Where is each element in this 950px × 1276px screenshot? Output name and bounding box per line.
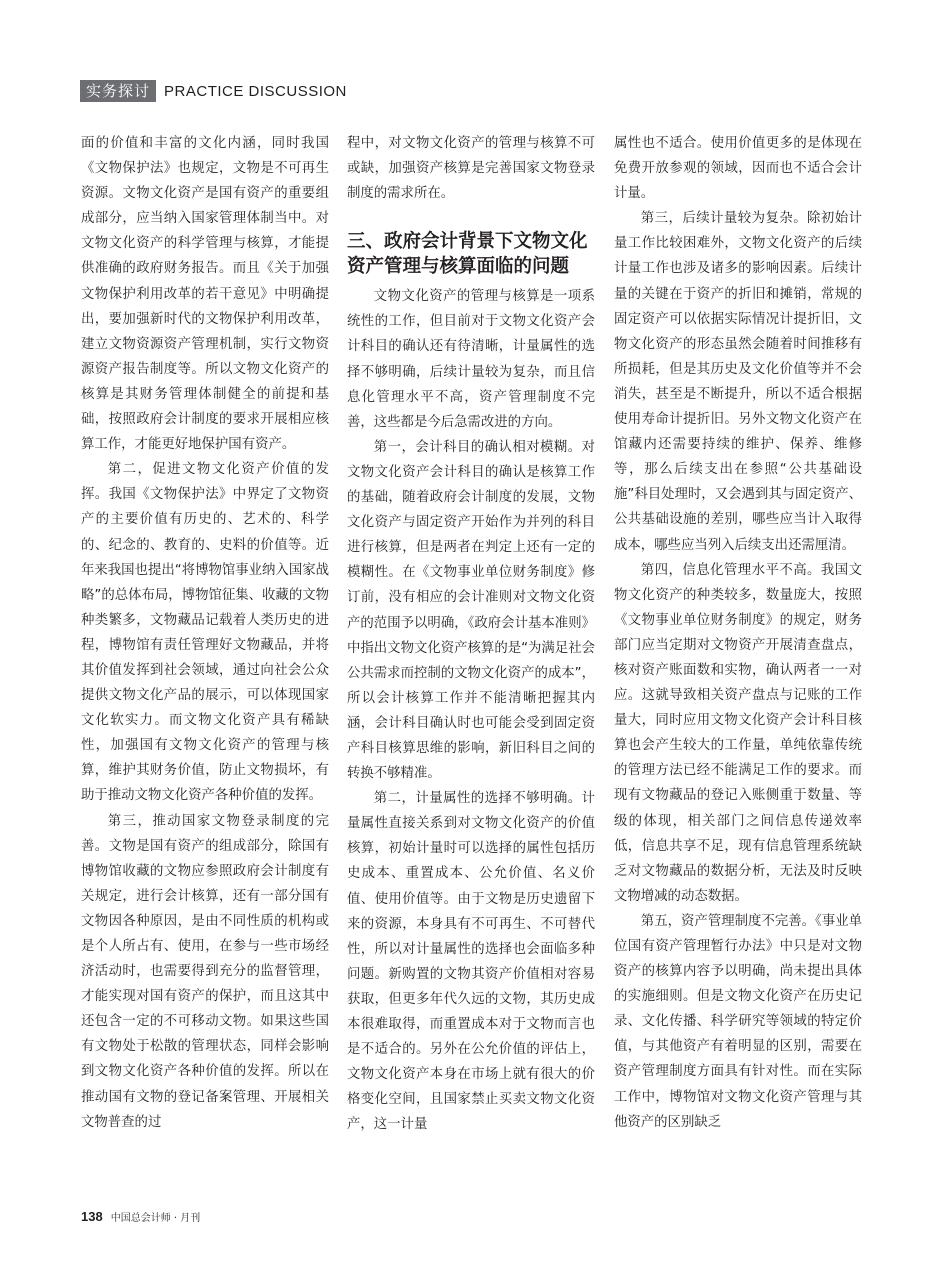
paragraph: 属性也不适合。使用价值更多的是体现在免费开放参观的领域，因而也不适合会计计量。 xyxy=(614,136,862,202)
paragraph: 第二，计量属性的选择不够明确。计量属性直接关系到对文物文化资产的价值核算，初始计量时可以选择的属性包括历史成本、重置成本、公允价值、名义价值、使用价值等。由于文物是历史遗留下来的资源，本身具有不可再生、不可替代性，所以对计量属性的选择也会面临多种问题。新购置的文物其资产价值相对容易获取，但更多年代久远的文物，其历史成本很难取得，而重置成本对于文物而言也是不适合的。另外在公允价值的评估上，文物文化资产本身在市场上就有很大的价格变化空间，且国家禁止买卖文物文化资产，这一计量 xyxy=(347,791,595,1133)
paragraph: 第四，信息化管理水平不高。我国文物文化资产的种类较多，数量庞大，按照《文物事业单位财务制度》的规定，财务部门应当定期对文物资产开展清查盘点，核对资产账面数和实物，确认两者一一对应。这就导致相关资产盘点与记账的工作量大，同时应用文物文化资产会计科目核算也会产生较大的工作量，单纯依靠传统的管理方法已经不能满足工作的要求。而现有文物藏品的登记入账侧重于数量、等级的体现，相关部门之间信息传递效率低，信息共享不足，现有信息管理系统缺乏对文物藏品的数据分析，无法及时反映文物增减的动态数据。 xyxy=(614,562,862,904)
paragraph: 第三，后续计量较为复杂。除初始计量工作比较困难外，文物文化资产的后续计量工作也涉及诸多的影响因素。后续计量的关键在于资产的折旧和摊销，常规的固定资产可以依据实际情况计提折旧，文物文化资产的形态虽然会随着时间推移有所损耗，但是其历史及文化价值等并不会消失，甚至是不断提升，所以不适合根据使用寿命计提折旧。另外文物文化资产在馆藏内还需要持续的维护、保养、维修等，那么后续支出在参照“公共基础设施”科目处理时，又会遇到其与固定资产、公共基础设施的差别，哪些应当计入取得成本，哪些应当列入后续支出还需厘清。 xyxy=(614,211,862,553)
page-number: 138 xyxy=(81,1209,103,1224)
page-footer xyxy=(81,1209,200,1224)
paragraph: 第一，会计科目的确认相对模糊。对文物文化资产会计科目的确认是核算工作的基础，随着政府会计制度的发展，文物文化资产与固定资产开始作为并列的科目进行核算，但是两者在判定上还有一定的模糊性。在《文物事业单位财务制度》修订前，没有相应的会计准则对文物文化资产的范围予以明确，《政府会计基本准则》中指出文物文化资产核算的是“为满足社会公共需求而控制的文物文化资产的成本”，所以会计核算工作并不能清晰把握其内涵，会计科目确认时也可能会受到固定资产科目核算思维的影响，新旧科目之间的转换不够精准。 xyxy=(347,439,595,782)
section-heading: 三、政府会计背景下文物文化资产管理与核算面临的问题 xyxy=(347,231,588,278)
paragraph: 第三，推动国家文物登录制度的完善。文物是国有资产的组成部分，除国有博物馆收藏的文物应参照政府会计制度有关规定，进行会计核算，还有一部分国有文物因各种原因，是由不同性质的机构或是个人所占有、使用，在参与一些市场经济活动时，也需要得到充分的监督管理，才能实现对国有资产的保护，而且这其中还包含一定的不可移动文物。如果这些国有文物处于松散的管理状态，同样会影响到文物文化资产各种价值的发挥。所以在推动国有文物的登记备案管理、开展相关文物普查的过 xyxy=(81,813,329,1130)
text-column-1 xyxy=(81,131,329,1135)
section-title-en: PRACTICE DISCUSSION xyxy=(164,82,347,100)
paragraph: 面的价值和丰富的文化内涵，同时我国《文物保护法》也规定，文物是不可再生资源。文物文化资产是国有资产的重要组成部分，应当纳入国家管理体制当中。对文物文化资产的科学管理与核算，才能提供准确的政府财务报告。而且《关于加强文物保护利用改革的若干意见》中明确提出，要加强新时代的文物保护利用改革，建立文物资源资产管理机制，实行文物资源资产报告制度等。所以文物文化资产的核算是其财务管理体制健全的前提和基础，按照政府会计制度的要求开展相应核算工作，才能更好地保护国有资产。 xyxy=(81,136,329,453)
paragraph: 第二，促进文物文化资产价值的发挥。我国《文物保护法》中界定了文物资产的主要价值有历史的、艺术的、科学的、纪念的、教育的、史料的价值等。近年来我国也提出“将博物馆事业纳入国家战略”的总体布局，博物馆征集、收藏的文物种类繁多，文物藏品记载着人类历史的进程，博物馆有责任管理好文物藏品，并将其价值发挥到社会领域，通过向社会公众提供文物文化产品的展示，可以体现国家文化软实力。而文物文化资产具有稀缺性，加强国有文物文化资产的管理与核算，维护其财务价值，防止文物损坏，有助于推动文物文化资产各种价值的发挥。 xyxy=(81,462,329,804)
paragraph: 文物文化资产的管理与核算是一项系统性的工作，但目前对于文物文化资产会计科目的确认还有待清晰，计量属性的选择不够明确，后续计量较为复杂，而且信息化管理水平不高，资产管理制度不完善，这些都是今后急需改进的方向。 xyxy=(347,289,595,430)
text-column-2 xyxy=(347,131,595,1137)
text-column-3 xyxy=(614,131,862,1135)
paragraph: 第五，资产管理制度不完善。《事业单位国有资产管理暂行办法》中只是对文物资产的核算内容予以明确，尚未提出具体的实施细则。但是文物文化资产在历史记录、文化传播、科学研究等领域的特定价值，与其他资产有着明显的区别，需要在资产管理制度方面具有针对性。而在实际工作中，博物馆对文物文化资产管理与其他资产的区别缺乏 xyxy=(614,913,862,1130)
journal-name: 中国总会计师 · 月刊 xyxy=(110,1213,201,1224)
paragraph: 程中，对文物文化资产的管理与核算不可或缺，加强资产核算是完善国家文物登录制度的需求所在。 xyxy=(347,136,595,202)
section-tag: 实务探讨 xyxy=(80,80,156,102)
running-header xyxy=(80,80,347,102)
